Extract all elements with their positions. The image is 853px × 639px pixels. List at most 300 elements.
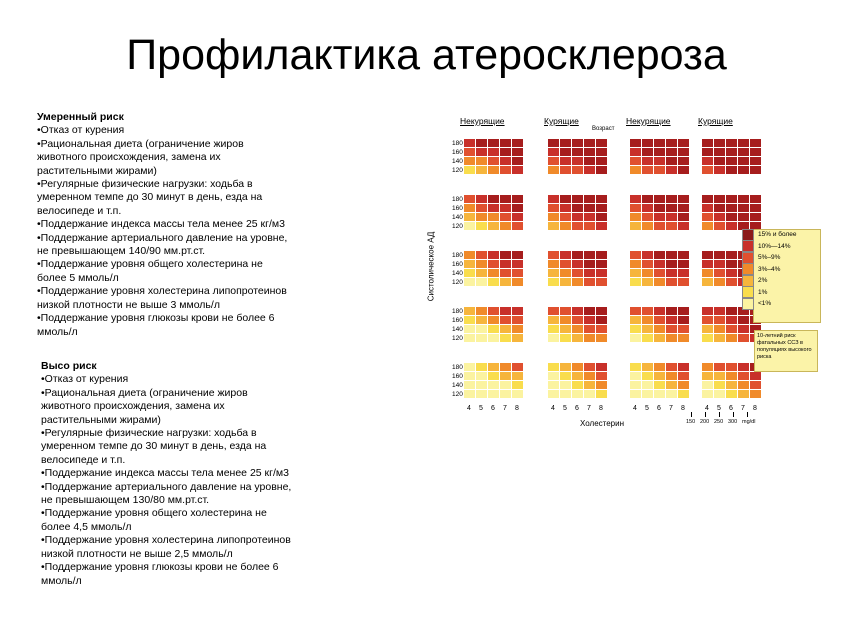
risk-cell xyxy=(726,372,738,381)
risk-cell xyxy=(572,260,584,269)
group-label: Курящие xyxy=(698,116,733,126)
risk-cell xyxy=(654,222,666,231)
risk-cell xyxy=(738,363,750,372)
bp-label: 160 xyxy=(452,149,463,156)
legend-label: <1% xyxy=(758,300,772,308)
risk-cell xyxy=(572,157,584,166)
text-line: •Рациональная диета (ограничение жиров xyxy=(37,137,244,150)
text-line: животного происхождения, замена их xyxy=(41,400,225,413)
text-line: не превышающем 130/80 мм.рт.ст. xyxy=(41,494,210,507)
legend-swatch xyxy=(742,252,754,264)
risk-cell xyxy=(714,363,726,372)
risk-cell xyxy=(488,372,500,381)
risk-cell xyxy=(750,381,762,390)
cholesterol-tick-label: 8 xyxy=(753,405,757,412)
risk-cell xyxy=(512,372,524,381)
high-risk-header: Высо риск xyxy=(41,360,97,372)
risk-cell xyxy=(548,381,560,390)
risk-cell xyxy=(702,213,714,222)
risk-cell xyxy=(642,390,654,399)
risk-cell xyxy=(464,278,476,287)
risk-cell xyxy=(548,166,560,175)
risk-cell xyxy=(572,372,584,381)
risk-cell xyxy=(726,363,738,372)
risk-cell xyxy=(488,222,500,231)
risk-cell xyxy=(548,195,560,204)
moderate-risk-block xyxy=(37,111,367,339)
risk-cell xyxy=(500,325,512,334)
risk-cell xyxy=(654,316,666,325)
risk-cell xyxy=(678,195,690,204)
risk-cell xyxy=(500,381,512,390)
risk-cell xyxy=(596,195,608,204)
risk-cell xyxy=(738,213,750,222)
risk-cell xyxy=(630,278,642,287)
text-line: •Поддержание уровня общего холестерина не xyxy=(37,258,263,271)
risk-cell xyxy=(464,269,476,278)
risk-cell xyxy=(572,195,584,204)
risk-cell xyxy=(560,381,572,390)
risk-cell xyxy=(596,307,608,316)
risk-cell xyxy=(548,334,560,343)
risk-cell xyxy=(488,195,500,204)
risk-cell xyxy=(654,307,666,316)
cholesterol-tick-label: 4 xyxy=(633,405,637,412)
risk-cell xyxy=(572,269,584,278)
cholesterol-tick-label: 4 xyxy=(705,405,709,412)
risk-cell xyxy=(560,334,572,343)
risk-cell xyxy=(714,139,726,148)
risk-cell xyxy=(654,204,666,213)
risk-cell xyxy=(584,325,596,334)
risk-cell xyxy=(584,316,596,325)
risk-cell xyxy=(738,372,750,381)
risk-cell xyxy=(584,278,596,287)
risk-cell xyxy=(666,148,678,157)
risk-cell xyxy=(500,372,512,381)
risk-cell xyxy=(678,307,690,316)
legend-swatch xyxy=(742,240,754,252)
legend-swatch xyxy=(742,275,754,287)
risk-cell xyxy=(500,157,512,166)
risk-cell xyxy=(464,363,476,372)
risk-cell xyxy=(714,381,726,390)
risk-cell xyxy=(488,269,500,278)
text-line: более 4,5 ммоль/л xyxy=(41,520,132,533)
risk-cell xyxy=(512,157,524,166)
risk-cell xyxy=(464,139,476,148)
risk-cell xyxy=(666,139,678,148)
risk-cell xyxy=(702,390,714,399)
text-line: низкой плотности не выше 2,5 ммоль/л xyxy=(41,547,233,560)
risk-cell xyxy=(500,195,512,204)
risk-cell xyxy=(464,204,476,213)
bp-label: 140 xyxy=(452,158,463,165)
text-line: ммоль/л xyxy=(37,325,78,338)
text-line: низкой плотности не выше 3 ммоль/л xyxy=(37,298,220,311)
risk-cell xyxy=(750,195,762,204)
risk-cell xyxy=(548,325,560,334)
risk-cell xyxy=(464,325,476,334)
risk-cell xyxy=(678,390,690,399)
cholesterol-mgdl-label: 150 xyxy=(686,419,696,425)
risk-cell xyxy=(476,222,488,231)
bp-label: 140 xyxy=(452,214,463,221)
risk-cell xyxy=(702,307,714,316)
cholesterol-tick-label: 6 xyxy=(491,405,495,412)
risk-cell xyxy=(642,307,654,316)
risk-cell xyxy=(678,316,690,325)
bp-label: 120 xyxy=(452,335,463,342)
risk-cell xyxy=(666,372,678,381)
risk-cell xyxy=(642,204,654,213)
legend-label: 10%—14% xyxy=(758,242,791,250)
risk-cell xyxy=(548,260,560,269)
risk-cell xyxy=(584,148,596,157)
risk-cell xyxy=(738,157,750,166)
risk-cell xyxy=(572,307,584,316)
risk-cell xyxy=(642,195,654,204)
risk-cell xyxy=(642,363,654,372)
risk-cell xyxy=(512,334,524,343)
risk-cell xyxy=(560,316,572,325)
risk-cell xyxy=(584,157,596,166)
risk-cell xyxy=(488,363,500,372)
text-line: ммоль/л xyxy=(41,574,82,587)
risk-cell xyxy=(512,139,524,148)
legend-row xyxy=(742,264,814,276)
risk-cell xyxy=(512,307,524,316)
risk-cell xyxy=(584,213,596,222)
risk-cell xyxy=(584,260,596,269)
risk-cell xyxy=(666,269,678,278)
risk-cell xyxy=(488,251,500,260)
risk-cell xyxy=(512,251,524,260)
axis-tick xyxy=(705,412,706,417)
risk-cell xyxy=(512,222,524,231)
risk-cell xyxy=(654,139,666,148)
risk-cell xyxy=(630,251,642,260)
risk-cell xyxy=(642,213,654,222)
risk-cell xyxy=(476,381,488,390)
risk-cell xyxy=(500,204,512,213)
risk-cell xyxy=(596,381,608,390)
risk-cell xyxy=(464,316,476,325)
bp-label: 120 xyxy=(452,279,463,286)
risk-cell xyxy=(548,307,560,316)
cholesterol-tick-label: 6 xyxy=(729,405,733,412)
risk-cell xyxy=(654,363,666,372)
moderate-risk-header: Умеренный риск xyxy=(37,111,124,123)
risk-cell xyxy=(630,363,642,372)
risk-cell xyxy=(642,148,654,157)
text-line: растительными жирами) xyxy=(37,164,157,177)
text-line: •Регулярные физические нагрузки: ходьба в xyxy=(37,178,253,191)
risk-cell xyxy=(666,363,678,372)
axis-tick xyxy=(719,412,720,417)
risk-cell xyxy=(642,381,654,390)
risk-cell xyxy=(678,325,690,334)
risk-cell xyxy=(500,334,512,343)
risk-cell xyxy=(666,195,678,204)
risk-cell xyxy=(548,390,560,399)
risk-cell xyxy=(476,316,488,325)
high-risk-block xyxy=(41,360,371,588)
risk-cell xyxy=(714,204,726,213)
cholesterol-tick-label: 8 xyxy=(599,405,603,412)
legend-swatch xyxy=(742,298,754,310)
risk-cell xyxy=(500,363,512,372)
risk-cell xyxy=(464,334,476,343)
risk-cell xyxy=(512,204,524,213)
risk-cell xyxy=(642,278,654,287)
risk-cell xyxy=(464,166,476,175)
legend-row xyxy=(742,275,814,287)
risk-cell xyxy=(572,148,584,157)
risk-cell xyxy=(584,204,596,213)
risk-cell xyxy=(596,316,608,325)
risk-cell xyxy=(726,213,738,222)
risk-cell xyxy=(488,204,500,213)
risk-cell xyxy=(560,204,572,213)
bp-label: 140 xyxy=(452,326,463,333)
risk-cell xyxy=(726,139,738,148)
risk-cell xyxy=(464,372,476,381)
risk-cell xyxy=(488,260,500,269)
risk-cell xyxy=(714,166,726,175)
risk-cell xyxy=(548,204,560,213)
risk-cell xyxy=(476,269,488,278)
risk-cell xyxy=(584,381,596,390)
risk-cell xyxy=(500,222,512,231)
risk-cell xyxy=(666,222,678,231)
risk-cell xyxy=(548,251,560,260)
risk-cell xyxy=(500,251,512,260)
risk-cell xyxy=(666,213,678,222)
risk-cell xyxy=(464,390,476,399)
legend-label: 2% xyxy=(758,277,768,285)
risk-cell xyxy=(678,363,690,372)
risk-cell xyxy=(512,363,524,372)
cholesterol-tick-label: 5 xyxy=(563,405,567,412)
risk-cell xyxy=(512,195,524,204)
cholesterol-tick-label: 4 xyxy=(551,405,555,412)
risk-cell xyxy=(714,316,726,325)
risk-cell xyxy=(726,251,738,260)
risk-cell xyxy=(678,381,690,390)
legend-swatch xyxy=(742,263,754,275)
bp-label: 140 xyxy=(452,382,463,389)
risk-cell xyxy=(560,390,572,399)
risk-cell xyxy=(702,260,714,269)
text-line: животного происхождения, замена их xyxy=(37,151,221,164)
risk-cell xyxy=(702,269,714,278)
risk-cell xyxy=(678,213,690,222)
risk-cell xyxy=(572,316,584,325)
risk-cell xyxy=(702,325,714,334)
risk-cell xyxy=(726,334,738,343)
risk-cell xyxy=(666,157,678,166)
bp-label: 160 xyxy=(452,317,463,324)
risk-cell xyxy=(630,325,642,334)
risk-cell xyxy=(726,195,738,204)
risk-cell xyxy=(548,148,560,157)
risk-cell xyxy=(548,278,560,287)
cholesterol-tick-label: 6 xyxy=(575,405,579,412)
risk-cell xyxy=(714,307,726,316)
risk-cell xyxy=(476,139,488,148)
risk-cell xyxy=(512,213,524,222)
risk-cell xyxy=(654,372,666,381)
risk-cell xyxy=(560,157,572,166)
risk-cell xyxy=(464,148,476,157)
risk-cell xyxy=(654,148,666,157)
risk-cell xyxy=(476,307,488,316)
bp-label: 180 xyxy=(452,364,463,371)
risk-cell xyxy=(666,316,678,325)
risk-cell xyxy=(596,148,608,157)
risk-cell xyxy=(630,204,642,213)
risk-cell xyxy=(560,307,572,316)
page-title: Профилактика атеросклероза xyxy=(126,31,727,79)
risk-cell xyxy=(476,334,488,343)
risk-cell xyxy=(666,390,678,399)
risk-cell xyxy=(654,166,666,175)
text-line: •Поддержание уровня холестерина липопротеинов xyxy=(41,534,291,547)
cholesterol-tick-label: 7 xyxy=(587,405,591,412)
risk-cell xyxy=(678,204,690,213)
risk-cell xyxy=(560,260,572,269)
risk-cell xyxy=(500,390,512,399)
risk-cell xyxy=(726,278,738,287)
risk-cell xyxy=(738,204,750,213)
risk-cell xyxy=(738,390,750,399)
risk-cell xyxy=(488,166,500,175)
risk-cell xyxy=(714,251,726,260)
risk-cell xyxy=(572,139,584,148)
risk-cell xyxy=(572,334,584,343)
risk-cell xyxy=(738,195,750,204)
risk-cell xyxy=(642,222,654,231)
risk-cell xyxy=(630,381,642,390)
risk-cell xyxy=(702,222,714,231)
risk-cell xyxy=(654,195,666,204)
risk-cell xyxy=(654,278,666,287)
risk-cell xyxy=(464,195,476,204)
risk-cell xyxy=(750,139,762,148)
risk-cell xyxy=(702,372,714,381)
cholesterol-tick-label: 5 xyxy=(645,405,649,412)
risk-cell xyxy=(714,157,726,166)
risk-cell xyxy=(476,372,488,381)
risk-cell xyxy=(666,325,678,334)
risk-cell xyxy=(548,139,560,148)
risk-cell xyxy=(560,222,572,231)
bp-label: 160 xyxy=(452,373,463,380)
risk-cell xyxy=(654,381,666,390)
risk-cell xyxy=(512,260,524,269)
text-line: •Поддержание артериального давление на уровне, xyxy=(41,480,292,493)
risk-cell xyxy=(678,148,690,157)
risk-cell xyxy=(630,166,642,175)
risk-cell xyxy=(702,251,714,260)
cholesterol-tick-label: 7 xyxy=(503,405,507,412)
risk-cell xyxy=(548,213,560,222)
risk-cell xyxy=(630,269,642,278)
cholesterol-tick-label: 7 xyxy=(741,405,745,412)
cholesterol-tick-label: 7 xyxy=(669,405,673,412)
cholesterol-tick-label: 4 xyxy=(467,405,471,412)
high-risk-lines xyxy=(41,373,371,588)
risk-cell xyxy=(464,251,476,260)
legend-label: 15% и более xyxy=(758,231,797,239)
risk-cell xyxy=(726,269,738,278)
risk-cell xyxy=(642,139,654,148)
risk-cell xyxy=(666,334,678,343)
risk-cell xyxy=(476,195,488,204)
risk-cell xyxy=(654,260,666,269)
risk-cell xyxy=(666,260,678,269)
text-line: •Поддержание индекса массы тела менее 25 кг/м3 xyxy=(37,218,285,231)
legend-swatch xyxy=(742,286,754,298)
risk-cell xyxy=(750,157,762,166)
risk-cell xyxy=(702,381,714,390)
group-label: Курящие xyxy=(544,116,579,126)
risk-cell xyxy=(678,278,690,287)
risk-cell xyxy=(642,316,654,325)
risk-cell xyxy=(464,381,476,390)
risk-cell xyxy=(678,166,690,175)
risk-cell xyxy=(584,269,596,278)
cholesterol-tick-label: 5 xyxy=(717,405,721,412)
risk-cell xyxy=(702,157,714,166)
bp-label: 180 xyxy=(452,308,463,315)
risk-cell xyxy=(572,213,584,222)
risk-cell xyxy=(654,390,666,399)
risk-cell xyxy=(464,157,476,166)
risk-cell xyxy=(642,269,654,278)
risk-cell xyxy=(630,307,642,316)
cholesterol-mgdl-label: 300 xyxy=(728,419,738,425)
risk-cell xyxy=(630,316,642,325)
risk-cell xyxy=(678,372,690,381)
risk-cell xyxy=(488,390,500,399)
legend-row xyxy=(742,229,814,241)
risk-cell xyxy=(488,325,500,334)
risk-cell xyxy=(596,139,608,148)
text-line: велосипеде и т.п. xyxy=(37,204,122,217)
risk-cell xyxy=(714,222,726,231)
risk-cell xyxy=(548,363,560,372)
risk-cell xyxy=(500,278,512,287)
risk-cell xyxy=(572,222,584,231)
risk-cell xyxy=(584,139,596,148)
risk-cell xyxy=(572,325,584,334)
legend-swatch xyxy=(742,229,754,241)
risk-cell xyxy=(476,260,488,269)
text-line: •Рациональная диета (ограничение жиров xyxy=(41,386,248,399)
risk-cell xyxy=(476,204,488,213)
risk-cell xyxy=(702,195,714,204)
risk-cell xyxy=(678,222,690,231)
risk-cell xyxy=(560,251,572,260)
risk-cell xyxy=(572,381,584,390)
risk-cell xyxy=(666,381,678,390)
risk-cell xyxy=(596,166,608,175)
risk-cell xyxy=(630,157,642,166)
bp-label: 160 xyxy=(452,261,463,268)
risk-cell xyxy=(512,278,524,287)
